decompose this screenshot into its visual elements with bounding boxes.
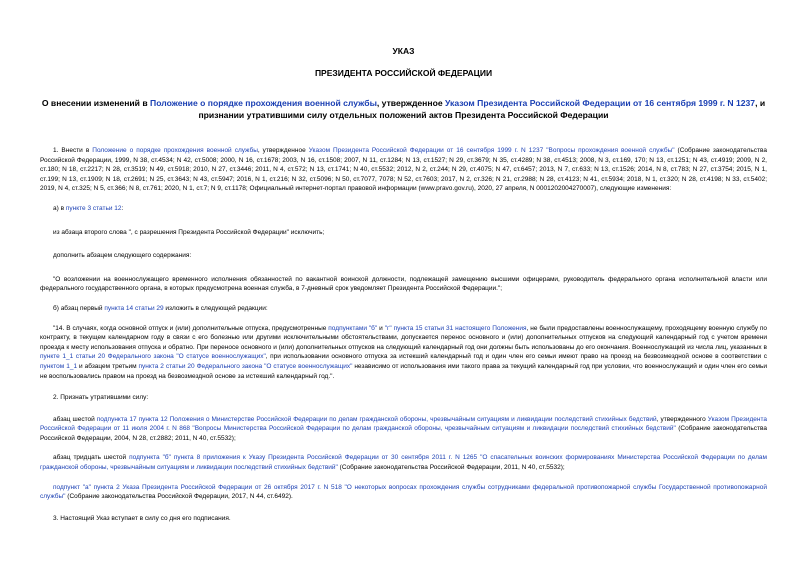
link-decree-1237[interactable]: Указом Президента Российской Федерации от 16 сентября 1999 г. N 1237 "Вопросы прохождения военной службы" [308,147,675,154]
paragraph-2: 2. Признать утратившими силу: [53,394,149,402]
paragraph-14 [40,324,767,382]
text: , утвержденное [257,147,309,154]
paragraph-b [40,304,767,314]
text: (Собрание законодательства Российской Федерации, 2011, N 40, ст.5532); [337,464,565,472]
paragraph-3: 3. Настоящий Указ вступает в силу со дня его подписания. [53,514,231,522]
link-point-3-art-12[interactable]: пункте 3 статьи 12 [65,204,122,212]
paragraph-a1: из абзаца второго слова ", с разрешения Президента Российской Федерации" исключить; [53,228,325,236]
text: абзац шестой [53,415,97,423]
doc-body [40,146,767,523]
paragraph-2b [40,453,767,472]
text: , при использовании основного отпуска за истекший календарный год и один член его семьи имеют право на проезд на безвозмездной основе в соответствии с [265,353,767,361]
text: "14. В случаях, когда основной отпуск и (или) дополнительные отпуска, предусмотренные [53,324,329,332]
link-mchs-regulation[interactable]: подпункта 17 пункта 12 Положения о Министерстве Российской Федерации по делам гражданской обороны, чрезвычайным ситуациям и ликвидации последствий стихийных бедствий [96,415,657,423]
text: независимо от использования ими такого права за текущий календарный год при условии, что военнослужащий и один член его семьи не воспользовались правом на проезд на безвозмездной основе за истекший календарный год.". [40,362,768,380]
heading-link-regulation[interactable]: Положение о порядке прохождения военной службы [150,98,377,108]
heading-text: , утвержденное [376,98,445,108]
text: (Собрание законодательства Российской Федерации, 1999, N 38, ст.4534; N 42, ст.5008; 2000, N 16, ст.1678; 2003, N 16, ст.1508; 2007, N 11, ст.1284; N 13, ст.1527; N 29, ст.3679; N 35, ст.4289; N 38, ст.4513; 2008, N 3, ст.169, 170; N 13, ст.1251; N 43, ст.4919; 2009, N 2, ст.180; N 18, ст.2217; N 28, ст.3519; N 49, ст.5918; 2010, N 27, ст.3446; 2011, N 4, ст.572; N 13, ст.1741; N 40, ст.5532; 2012, N 2, ст.244; N 29, ст.4075; N 47, ст.6457; 2013, N 7, ст.633; N 13, ст.1526; 2014, N 8, ст.783; N 27, ст.3754; 2015, N 1, ст.199; N 13, ст.1909; N 18, ст.2691; N 25, ст.3643; N 43, ст.5947; 2016, N 1, ст.216; N 32, ст.5096; N 50, ст.7077, 7078; N 52, ст.7603; 2017, N 2, ст.326; N 21, ст.2988; N 28, ст.4123; N 41, ст.5934; 2018, N 1, ст.320; N 28, ст.4198; N 33, ст.5402; 2019, N 4, ст.325; N 5, ст.366; N 8, ст.761; 2020, N 1, ст.7; N 9, ст.1178; Официальный интернет-портал правовой информации (www.pravo.gov.ru), 2020, 27 апреля, N 0001202004270007), следующие изменения: [40,147,767,193]
heading-link-decree[interactable]: Указом Президента Российской Федерации от 16 сентября 1999 г. N 1237 [445,98,756,108]
doc-subtitle: ПРЕЗИДЕНТА РОССИЙСКОЙ ФЕДЕРАЦИИ [314,68,493,78]
link-decree-518[interactable]: подпункт "а" пункта 2 Указа Президента Российской Федерации от 26 октября 2017 г. N 518 "О некоторых вопросах прохождения службы сотрудниками федеральной противопожарной службы Государственной противопожарной службы" [40,483,767,501]
paragraph-a [40,204,767,214]
text: , не были предоставлены военнослужащему, проходящему военную службу по контракту, в текущем календарном году в связи с его болезнью или другими исключительными обстоятельствами, допускается перенос основного и (или) дополнительных отпусков на следующий календарный год с учетом времени проезда к месту использования отпуска и обратно. При переносе основного и (или) дополнительных отпусков на следующий календарный год они должны быть использованы до его окончания. Военнослужащий из числа лиц, указанных в [40,324,767,351]
text: и абзацем третьим [77,362,139,370]
paragraph-2a [40,415,767,444]
text: и [377,324,385,332]
paragraph-a3: "О возложении на военнослужащего временного исполнения обязанностей по вакантной воинской должности, подлежащей замещению высшими офицерами, руководитель федерального органа исполнительной власти или федерального государственного органа, в которых предусмотрена военная служба, в 7-дневный срок уведомляет Президента Российской Федерации."; [40,275,767,293]
text: 1. Внести в [53,147,93,154]
text: (Собрание законодательства Российской Федерации, 2004, N 28, ст.2882; 2011, N 40, ст.5532); [40,425,767,442]
paragraph-1 [40,146,767,194]
text: а) в [53,204,66,212]
text: : [121,204,124,212]
link-point-1-1-art-20[interactable]: пункте 1_1 статьи 20 Федерального закона "О статусе военнослужащих" [40,353,266,361]
heading-text: О внесении изменений в [41,98,151,108]
text: б) абзац первый [53,304,105,312]
text: , утвержденного [656,415,708,423]
doc-title: УКАЗ [392,46,415,56]
heading-text: , и признании утратившими силу отдельных положений актов Президента Российской Федерации [198,98,766,120]
text: абзац тридцать шестой [53,454,130,462]
text: изложить в следующей редакции: [163,304,268,312]
link-point-14-art-29[interactable]: пункта 14 статьи 29 [104,304,164,312]
link-subpoint-g[interactable]: "г" пункта 15 статьи 31 настоящего Положения [384,324,527,332]
paragraph-2c [40,483,767,502]
doc-heading [40,97,767,121]
link-decree-868[interactable]: Указом Президента Российской Федерации от 11 июля 2004 г. N 868 "Вопросы Министерства Российской Федерации по делам гражданской обороны, чрезвычайным ситуациям и ликвидации последствий стихийных бедствий" [40,415,767,433]
link-decree-1265[interactable]: подпункта "б" пункта 8 приложения к Указу Президента Российской Федерации от 30 сентября 2011 г. N 1265 "О спасательных воинских формированиях Министерства Российской Федерации по делам гражданской обороны, чрезвычайным ситуациям и ликвидации последствий стихийных бедствий" [40,454,767,472]
link-regulation[interactable]: Положение о порядке прохождения военной службы [92,147,258,154]
link-subpoint-b[interactable]: подпунктами "б" [328,324,378,332]
link-point-2-art-20[interactable]: пункта 2 статьи 20 Федерального закона "О статусе военнослужащих" [138,362,353,370]
paragraph-a2: дополнить абзацем следующего содержания: [53,252,192,260]
link-point-1-1[interactable]: пунктом 1_1 [40,362,78,370]
text: (Собрание законодательства Российской Федерации, 2017, N 44, ст.6492). [65,493,293,501]
